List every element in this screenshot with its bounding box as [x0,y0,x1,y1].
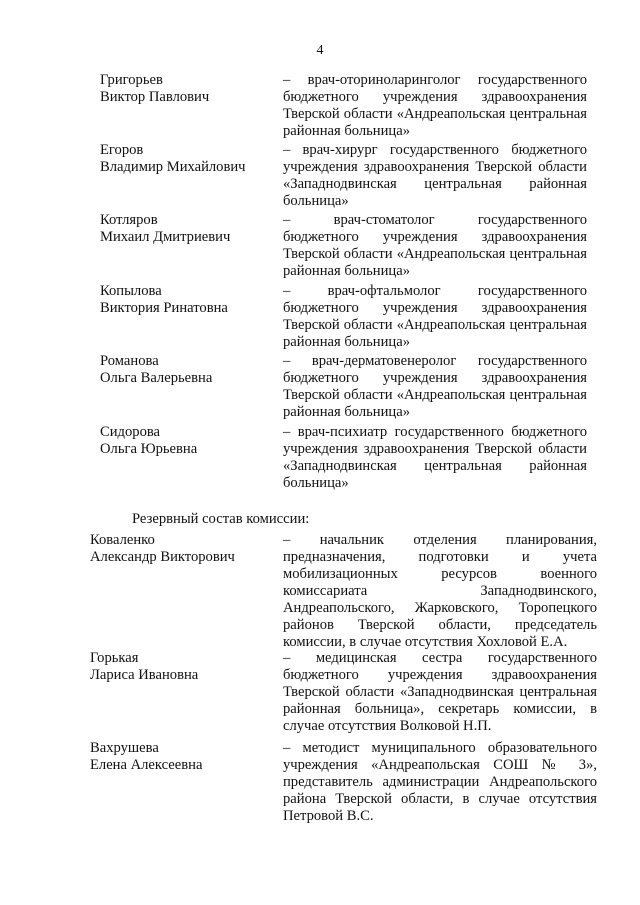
member-surname: Григорьев [100,72,163,88]
member-given-name: Александр Викторович [90,549,235,565]
member-given-name: Виктор Павлович [100,89,210,105]
member-surname: Вахрушева [90,740,159,756]
member-name [100,424,197,458]
member-name [100,72,209,106]
member-given-name: Владимир Михайлович [100,159,246,175]
member-name [100,353,212,387]
page-number: 4 [316,43,324,58]
member-name [100,212,230,246]
member-surname: Сидорова [100,424,161,440]
member-given-name: Михаил Дмитриевич [100,229,231,245]
reserve-section-title: Резервный состав комиссии: [132,511,310,527]
member-surname: Горькая [90,650,139,666]
member-name [100,283,228,317]
member-surname: Романова [100,353,159,369]
member-given-name: Виктория Ринатовна [100,300,228,316]
member-surname: Егоров [100,142,144,158]
member-position: – медицинская сестра государственного бюджетного учреждения здравоохранения Тверской области «Западнодвинская центральная районная больница», секретарь комиссии, в случае отсутствия Волковой Н.П. [283,650,597,734]
member-position: – начальник отделения планирования, предназначения, подготовки и учета мобилизационных ресурсов военного комиссариата Западнодвинского, Андреапольского, Жарковского, Торопецкого районов Тверской области, председатель комиссии, в случае отсутствия Хохловой Е.А. [283,532,597,650]
member-position: – врач-дерматовенеролог государственного бюджетного учреждения здравоохранения Тверской области «Андреапольская центральная районная больница» [283,353,587,420]
member-name [100,142,246,176]
member-position: – врач-хирург государственного бюджетного учреждения здравоохранения Тверской области «Западнодвинская центральная районная больница» [283,142,587,209]
member-position: – врач-оториноларинголог государственного бюджетного учреждения здравоохранения Тверской области «Андреапольская центральная районная больница» [283,72,587,139]
member-given-name: Елена Алексеевна [90,757,203,773]
member-name [90,650,198,684]
member-position: – врач-офтальмолог государственного бюджетного учреждения здравоохранения Тверской области «Андреапольская центральная районная больница» [283,283,587,350]
member-surname: Коваленко [90,532,155,548]
member-given-name: Ольга Юрьевна [100,441,198,457]
member-position: – врач-психиатр государственного бюджетного учреждения здравоохранения Тверской области «Западнодвинская центральная районная больница» [283,424,587,491]
member-given-name: Лариса Ивановна [90,667,199,683]
member-given-name: Ольга Валерьевна [100,370,213,386]
member-name [90,740,202,774]
member-surname: Копылова [100,283,162,299]
member-position: – врач-стоматолог государственного бюджетного учреждения здравоохранения Тверской области «Андреапольская центральная районная больница» [283,212,587,279]
member-surname: Котляров [100,212,158,228]
member-name [90,532,235,566]
member-position: – методист муниципального образовательного учреждения «Андреапольская СОШ № 3», представитель администрации Андреапольского района Тверской области, в случае отсутствия Петровой В.С. [283,740,597,824]
